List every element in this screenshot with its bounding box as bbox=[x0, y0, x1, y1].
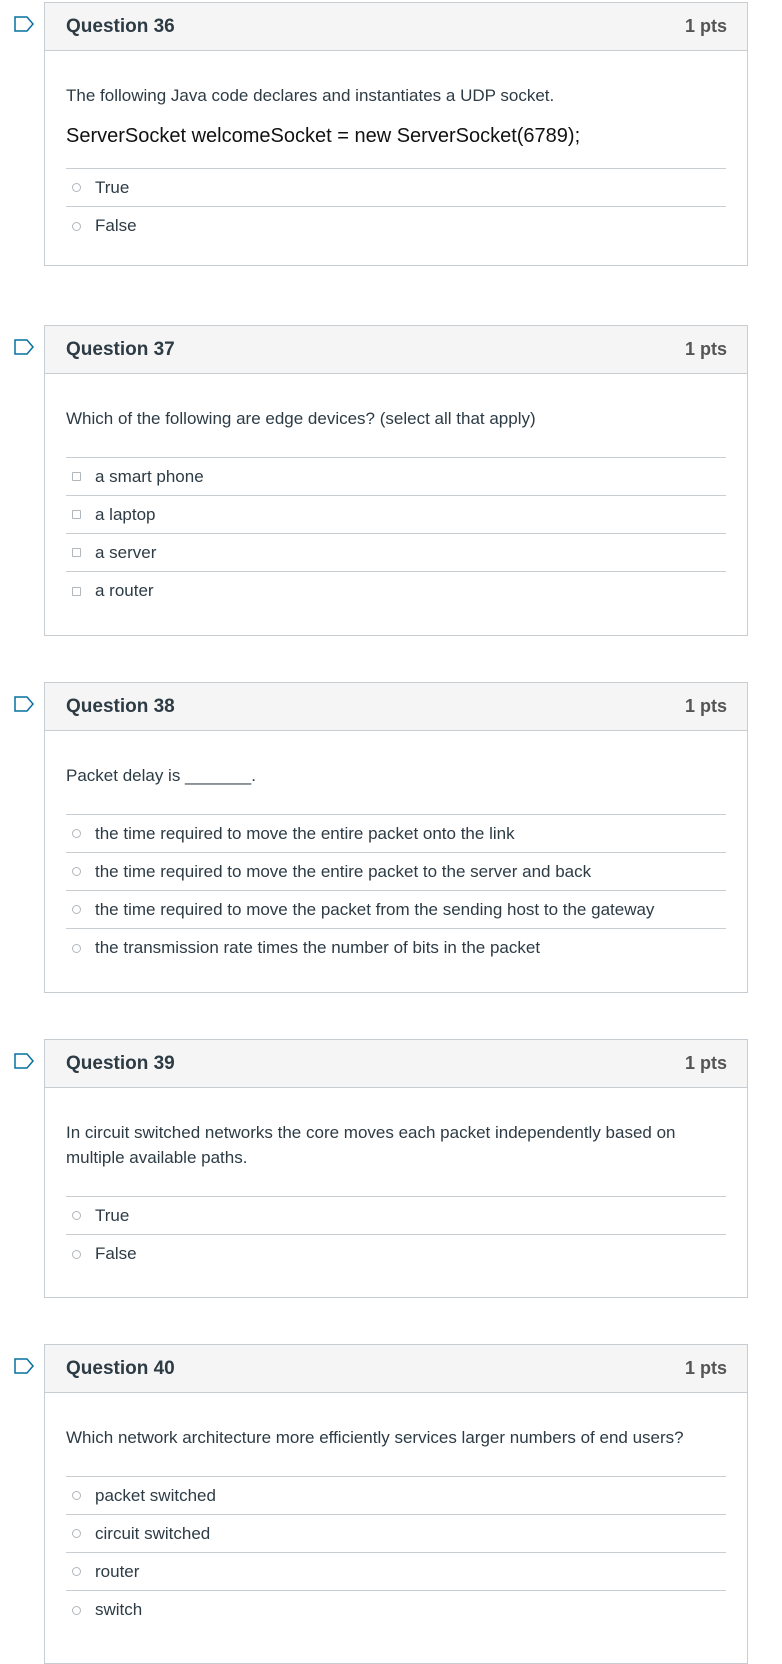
answer-label: the time required to move the entire packet to the server and back bbox=[95, 861, 592, 881]
answer-label: circuit switched bbox=[95, 1523, 211, 1543]
answer-label: the time required to move the entire packet onto the link bbox=[95, 823, 515, 843]
answer-list bbox=[66, 814, 726, 967]
answer-option[interactable] bbox=[66, 1591, 726, 1629]
checkbox[interactable] bbox=[72, 587, 81, 596]
question-text: Which of the following are edge devices? (select all that apply) bbox=[66, 409, 536, 428]
question-header bbox=[45, 1040, 747, 1088]
question-card bbox=[44, 325, 748, 636]
question-card bbox=[44, 1039, 748, 1298]
question-header bbox=[45, 326, 747, 374]
answer-option[interactable] bbox=[66, 458, 726, 496]
answer-option[interactable] bbox=[66, 891, 726, 929]
answer-label: False bbox=[95, 1244, 137, 1263]
radio-button[interactable] bbox=[72, 222, 81, 231]
answer-label: the transmission rate times the number of bits in the packet bbox=[95, 938, 541, 957]
question-text: The following Java code declares and instantiates a UDP socket. bbox=[66, 86, 555, 105]
question-card bbox=[44, 682, 748, 993]
question-text: In circuit switched networks the core moves each packet independently based on multiple available paths. bbox=[66, 1123, 676, 1167]
answer-option[interactable] bbox=[66, 1477, 726, 1515]
question-header bbox=[45, 1345, 747, 1393]
radio-button[interactable] bbox=[72, 867, 81, 876]
flag-question-icon[interactable] bbox=[14, 1053, 34, 1069]
radio-button[interactable] bbox=[72, 183, 81, 192]
answer-label: the time required to move the packet from the sending host to the gateway bbox=[95, 899, 655, 919]
answer-option[interactable] bbox=[66, 572, 726, 610]
question-title: Question 36 bbox=[66, 15, 175, 37]
radio-button[interactable] bbox=[72, 1567, 81, 1576]
answer-option[interactable] bbox=[66, 207, 726, 245]
question-points: 1 pts bbox=[684, 339, 727, 359]
answer-option[interactable] bbox=[66, 815, 726, 853]
question-points: 1 pts bbox=[684, 1053, 727, 1073]
answer-label: a laptop bbox=[95, 504, 156, 524]
radio-button[interactable] bbox=[72, 1606, 81, 1615]
answer-option[interactable] bbox=[66, 929, 726, 967]
checkbox[interactable] bbox=[72, 548, 81, 557]
question-header bbox=[45, 683, 747, 731]
question-title: Question 40 bbox=[66, 1357, 175, 1379]
answer-label: packet switched bbox=[95, 1485, 216, 1505]
answer-option[interactable] bbox=[66, 1553, 726, 1591]
answer-list bbox=[66, 1476, 726, 1629]
checkbox[interactable] bbox=[72, 472, 81, 481]
answer-option[interactable] bbox=[66, 1197, 726, 1235]
flag-question-icon[interactable] bbox=[14, 1358, 34, 1374]
radio-button[interactable] bbox=[72, 1211, 81, 1220]
question-title: Question 38 bbox=[66, 695, 175, 717]
question-code: ServerSocket welcomeSocket = new ServerSocket(6789); bbox=[66, 125, 581, 147]
question-card bbox=[44, 1344, 748, 1664]
answer-label: True bbox=[95, 177, 130, 197]
answer-option[interactable] bbox=[66, 1235, 726, 1273]
answer-option[interactable] bbox=[66, 1515, 726, 1553]
flag-question-icon[interactable] bbox=[14, 339, 34, 355]
answer-list bbox=[66, 457, 726, 610]
radio-button[interactable] bbox=[72, 1491, 81, 1500]
question-points: 1 pts bbox=[684, 16, 727, 36]
answer-label: False bbox=[95, 216, 137, 235]
answer-option[interactable] bbox=[66, 853, 726, 891]
question-title: Question 39 bbox=[66, 1052, 175, 1074]
question-points: 1 pts bbox=[684, 696, 727, 716]
radio-button[interactable] bbox=[72, 905, 81, 914]
radio-button[interactable] bbox=[72, 829, 81, 838]
question-text: Packet delay is _______. bbox=[66, 766, 256, 785]
answer-label: a server bbox=[95, 542, 157, 562]
answer-label: True bbox=[95, 1205, 130, 1225]
question-card bbox=[44, 2, 748, 266]
flag-question-icon[interactable] bbox=[14, 696, 34, 712]
answer-label: switch bbox=[95, 1600, 143, 1619]
answer-option[interactable] bbox=[66, 496, 726, 534]
answer-label: router bbox=[95, 1561, 140, 1581]
radio-button[interactable] bbox=[72, 1529, 81, 1538]
answer-label: a router bbox=[95, 581, 154, 600]
flag-question-icon[interactable] bbox=[14, 16, 34, 32]
radio-button[interactable] bbox=[72, 1250, 81, 1259]
answer-list bbox=[66, 168, 726, 245]
radio-button[interactable] bbox=[72, 944, 81, 953]
question-text: Which network architecture more efficiently services larger numbers of end users? bbox=[66, 1428, 684, 1447]
answer-option[interactable] bbox=[66, 534, 726, 572]
answer-option[interactable] bbox=[66, 169, 726, 207]
answer-list bbox=[66, 1196, 726, 1273]
question-points: 1 pts bbox=[684, 1358, 727, 1378]
checkbox[interactable] bbox=[72, 510, 81, 519]
question-title: Question 37 bbox=[66, 338, 175, 360]
question-header bbox=[45, 3, 747, 51]
answer-label: a smart phone bbox=[95, 466, 204, 486]
